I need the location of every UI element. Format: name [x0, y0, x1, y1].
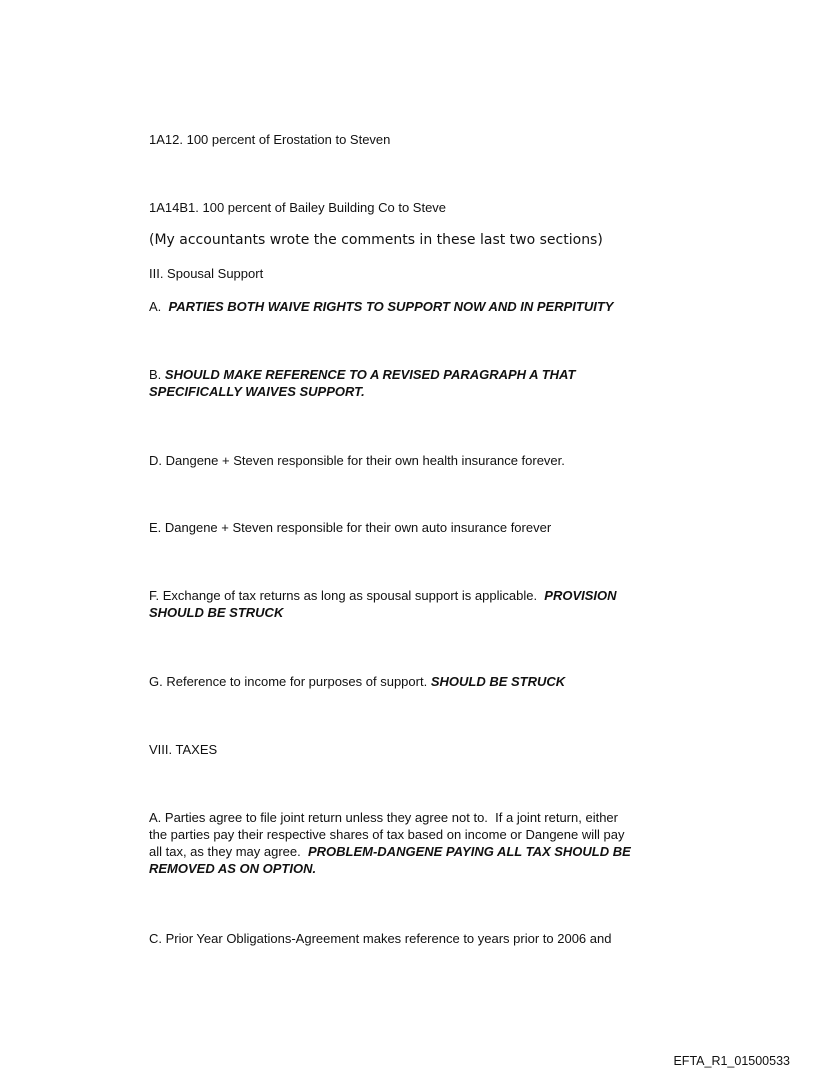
taxes-item-c: C. Prior Year Obligations-Agreement makes reference to years prior to 2006 and [149, 931, 612, 946]
spousal-support-heading: III. Spousal Support [149, 266, 264, 281]
spousal-item-a-prefix: A. [149, 299, 169, 314]
spousal-item-g [149, 673, 639, 690]
item-1a12: 1A12. 100 percent of Erostation to Steven [149, 132, 391, 147]
taxes-item-a-comment: PROBLEM-DANGENE PAYING ALL TAX SHOULD BE REMOVED AS ON OPTION. [149, 844, 631, 876]
accountant-note: (My accountants wrote the comments in these last two sections) [149, 232, 603, 248]
spousal-item-g-text: G. Reference to income for purposes of support. [149, 674, 431, 689]
item-1a14b1: 1A14B1. 100 percent of Bailey Building Co to Steve [149, 200, 447, 215]
spousal-item-b [149, 366, 639, 400]
spousal-item-a-comment: PARTIES BOTH WAIVE RIGHTS TO SUPPORT NOW AND IN PERPITUITY [168, 299, 614, 314]
spousal-item-f-comment: PROVISION SHOULD BE STRUCK [149, 588, 617, 620]
spousal-item-f [149, 587, 639, 621]
bates-number: EFTA_R1_01500533 [673, 1054, 790, 1068]
spousal-item-b-prefix: B. [149, 367, 165, 382]
spousal-item-b-comment: SHOULD MAKE REFERENCE TO A REVISED PARAGRAPH A THAT SPECIFICALLY WAIVES SUPPORT. [149, 367, 576, 399]
spousal-item-d: D. Dangene + Steven responsible for their own health insurance forever. [149, 453, 565, 468]
spousal-item-e: E. Dangene + Steven responsible for their own auto insurance forever [149, 520, 552, 535]
taxes-heading: VIII. TAXES [149, 742, 218, 757]
spousal-item-a [149, 298, 639, 315]
spousal-item-g-comment: SHOULD BE STRUCK [430, 674, 566, 689]
taxes-item-a-text: A. Parties agree to file joint return unless they agree not to. If a joint return, either the parties pay their respective shares of tax based on income or Dangene will pay all tax, as they may agree. [149, 810, 629, 859]
taxes-item-a [149, 809, 639, 877]
spousal-item-f-text: F. Exchange of tax returns as long as spousal support is applicable. [149, 588, 545, 603]
